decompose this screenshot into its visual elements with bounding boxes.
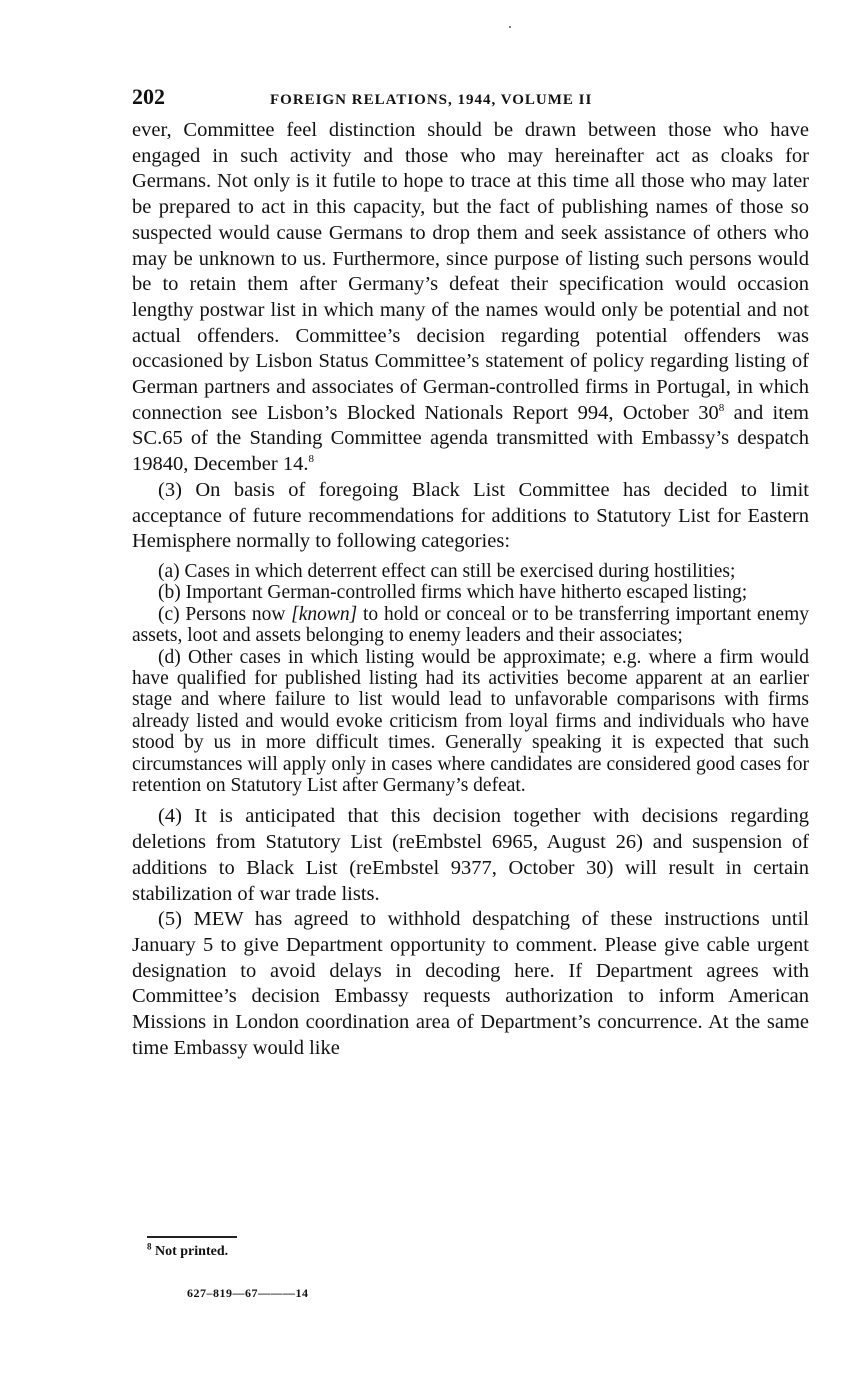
paragraph-4: (4) It is anticipated that this decision together with decisions regarding deletions from Statutory List (reEmbstel 6965, August 26) and suspension of additions to Black List (reEmbstel 9377, October 30) will result in certain stabilization of war trade lists. [132,805,809,905]
printer-code: 627–819—67———14 [187,1286,309,1300]
list-item-b: (b) Important German-controlled firms which have hitherto escaped listing; [158,582,748,604]
editorial-insertion: [known] [291,603,358,625]
footnote-marker: 8 [147,1241,152,1252]
body-text [132,118,809,1061]
footnote-ref: 8 [308,453,314,466]
paragraph-text: ever, Committee feel distinction should be drawn between those who have engaged in such activity and those who may hereinafter act as cloaks for Germans. Not only is it futile to hope to trace at this time all those who may later be prepared to act in this capacity, but the fact of publishing names of those so suspected would cause Germans to drop them and seek assistance of others who may be unknown to us. Furthermore, since purpose of listing such persons would be to retain them after Germany’s defeat their specification would occasion lengthy postwar list in which many of the names would only be potential and not actual offenders. Committee’s decision regarding potential offenders was occasioned by Lisbon Status Committee’s statement of policy regarding listing of German partners and associates of German-controlled firms in Portugal, in which connection see Lisbon’s Blocked Nationals Report 994, October 30 [132,119,809,424]
print-speck [509,26,511,28]
page-header [132,84,809,118]
page-number: 202 [132,84,165,109]
category-list [132,561,809,796]
document-page [132,84,809,1061]
list-item-d: (d) Other cases in which listing would be approximate; e.g. where a firm would have qualified for published listing had its activities become apparent at an earlier stage and where failure to list would lead to unfavorable comparisons with firms already listed and would evoke criticism from loyal firms and individuals who have stood by us in more difficult times. Generally speaking it is expected that such circumstances will apply only in cases where candidates are considered good cases for retention on Statutory List after Germany’s defeat. [132,646,809,797]
footnote [147,1241,229,1260]
list-item-text: to hold or conceal or to be transferring important enemy assets, loot and assets belonging to enemy leaders and their associates; [132,603,809,647]
list-item-c [132,604,809,647]
footnote-ref: 8 [718,401,725,414]
list-item-text: (c) Persons now [158,603,292,625]
running-head: FOREIGN RELATIONS, 1944, VOLUME II [270,92,593,108]
list-item-a: (a) Cases in which deterrent effect can still be exercised during hostilities; [158,560,736,582]
paragraph-3: (3) On basis of foregoing Black List Committee has decided to limit acceptance of future recommendations for additions to Statutory List for Eastern Hemisphere normally to following categories: [132,478,809,553]
paragraph-continuation [132,118,809,478]
paragraph-text: and item SC.65 of the Standing Committee agenda transmitted with Embassy’s despatch 19840, December 14. [132,401,809,476]
footnote-divider [147,1236,237,1238]
paragraph-5: (5) MEW has agreed to withhold despatching of these instructions until January 5 to give Department opportunity to comment. Please give cable urgent designation to avoid delays in decoding here. If Department agrees with Committee’s decision Embassy requests authorization to inform American Missions in London coordination area of Department’s concurrence. At the same time Embassy would like [132,908,809,1059]
footnote-text: Not printed. [155,1244,229,1259]
